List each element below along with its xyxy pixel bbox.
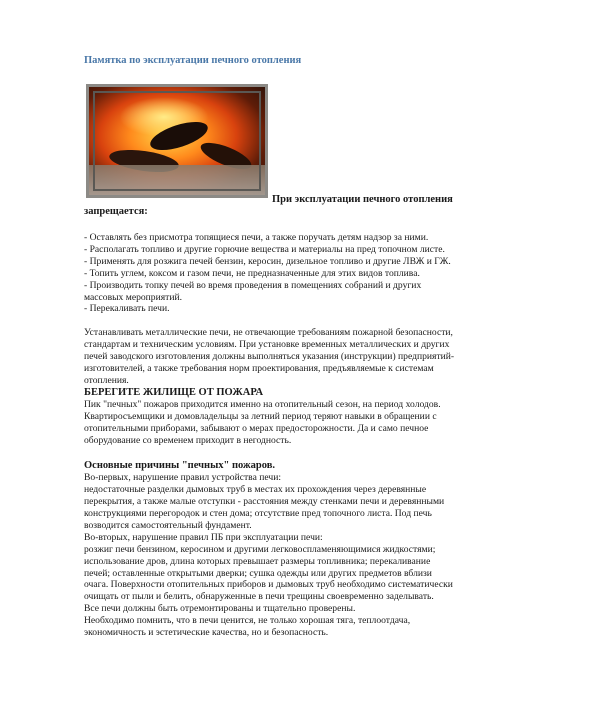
text-line: Квартиросъемщики и домовладельцы за летний период теряют навыки в обращении с xyxy=(84,410,437,422)
list-item: - Применять для розжига печей бензин, керосин, дизельное топливо и другие ЛВЖ и ГЖ. xyxy=(84,255,451,267)
text-line: экономичность и эстетические качества, но и безопасность. xyxy=(84,627,329,639)
prohibitions-list xyxy=(84,232,554,315)
paragraph-home xyxy=(84,399,554,447)
text-line: конструкциями перегородок и стен дома; отсутствие пред топочного листа. Под печь xyxy=(84,508,432,520)
paragraph-metal-stoves xyxy=(84,327,554,387)
caption-line-1: При эксплуатации печного отопления xyxy=(272,194,453,205)
text-line: стандартам и техническим условиям. При установке временных металлических и других xyxy=(84,339,450,351)
paragraph-causes xyxy=(84,472,554,639)
text-line: розжиг печи бензином, керосином и другими легковоспламеняющимися жидкостями; xyxy=(84,543,436,555)
text-line: возводится самостоятельный фундамент. xyxy=(84,519,252,531)
heading-main-causes: Основные причины "печных" пожаров. xyxy=(84,460,276,472)
photo-stove-frame xyxy=(93,91,261,191)
text-line: очищать от пыли и белить, обнаруженные в печи трещины своевременно заделывать. xyxy=(84,591,434,603)
list-item: - Оставлять без присмотра топящиеся печи, а также поручать детям надзор за ними. xyxy=(84,232,429,243)
text-line: очага. Поверхности отопительных приборов и дымовых труб необходимо систематически xyxy=(84,579,453,591)
text-line: Во-вторых, нарушение правил ПБ при эксплуатации печи: xyxy=(84,531,323,543)
stove-fire-photo xyxy=(86,84,268,198)
text-line: Все печи должны быть отремонтированы и тщательно проверены. xyxy=(84,603,356,615)
heading-protect-home: БЕРЕГИТЕ ЖИЛИЩЕ ОТ ПОЖАРА xyxy=(84,386,264,398)
text-line: Устанавливать металлические печи, не отвечающие требованиям пожарной безопасности, xyxy=(84,327,453,339)
caption-line-2: запрещается: xyxy=(84,206,148,217)
list-item: - Топить углем, коксом и газом печи, не предназначенные для этих видов топлива. xyxy=(84,267,420,279)
text-line: Пик "печных" пожаров приходится именно на отопительный сезон, на период холодов. xyxy=(84,398,441,410)
text-line: оборудование со временем приходит в негодность. xyxy=(84,434,292,446)
text-line: перекрытия, а также малые отступки - расстояния между стенками печи и деревянными xyxy=(84,496,445,508)
text-line: отопительными приборами, забывают о мерах предосторожности. Да и само печное xyxy=(84,422,429,434)
list-item: - Перекаливать печи. xyxy=(84,303,170,315)
text-line: печей заводского изготовления должны выполняться указания (инструкции) предприятий- xyxy=(84,351,455,363)
text-line: отопления. xyxy=(84,374,129,386)
text-line: Необходимо помнить, что в печи ценится, не только хорошая тяга, теплоотдача, xyxy=(84,615,411,627)
list-item: массовых мероприятий. xyxy=(84,291,183,303)
text-line: недостаточные разделки дымовых труб в местах их прохождения через деревянные xyxy=(84,484,427,496)
text-line: Во-первых, нарушение правил устройства печи: xyxy=(84,472,281,484)
document-body xyxy=(84,232,554,639)
list-item: - Располагать топливо и другие горючие вещества и материалы на пред топочном листе. xyxy=(84,243,445,255)
text-line: печей; оставленные открытыми дверки; сушка одежды или других предметов вблизи xyxy=(84,567,432,579)
list-item: - Производить топку печей во время проведения в помещениях собраний и других xyxy=(84,279,422,291)
document-title: Памятка по эксплуатации печного отопления xyxy=(84,55,302,66)
text-line: использование дров, длина которых превышает размеры топливника; перекаливание xyxy=(84,555,431,567)
text-line: изготовителей, а также требования норм проектирования, предъявляемые к системам xyxy=(84,363,434,375)
